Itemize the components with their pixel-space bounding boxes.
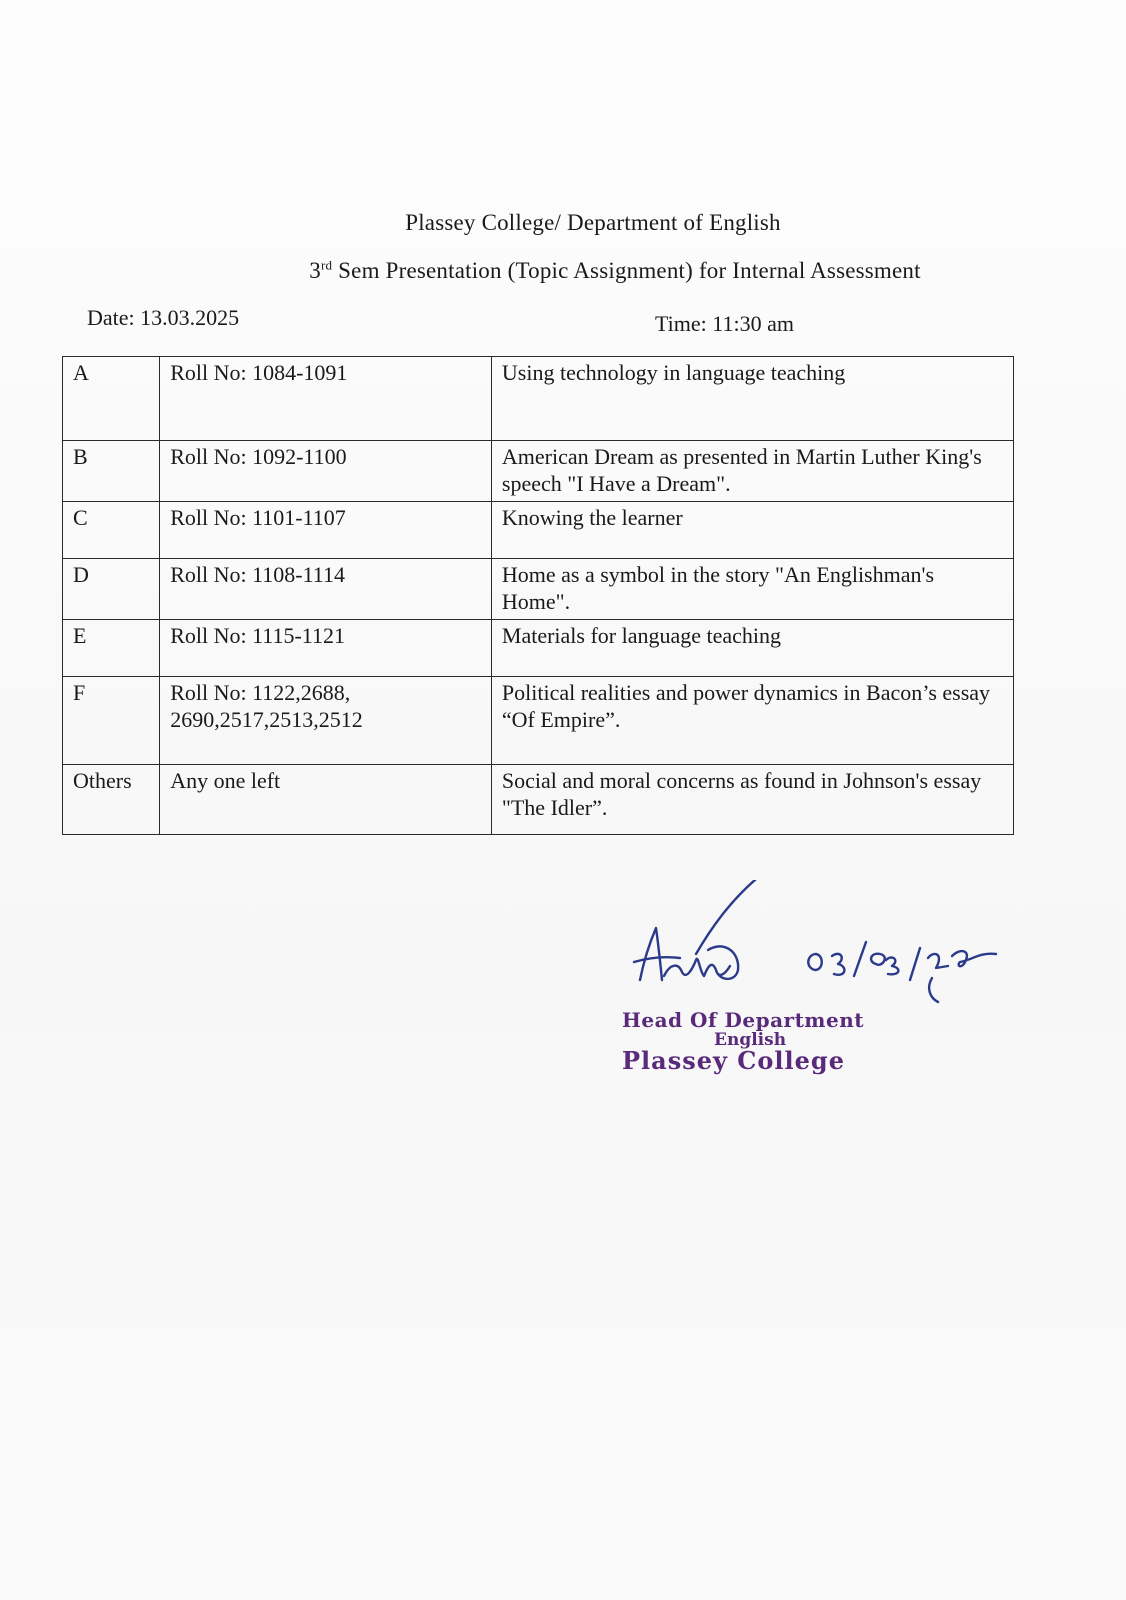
department-stamp: [622, 1010, 864, 1073]
stamp-line-1: Head Of Department: [622, 1008, 864, 1032]
college-department-heading: [30, 210, 1126, 236]
group-cell: B: [63, 441, 160, 502]
topic-cell: American Dream as presented in Martin Luther King's speech "I Have a Dream".: [491, 441, 1013, 502]
signature-area: [600, 880, 1040, 1100]
topic-assignment-table: [62, 356, 1014, 835]
table-row: [63, 441, 1014, 502]
roll-number-cell: Roll No: 1101-1107: [160, 502, 492, 559]
time-label: Time: 11:30 am: [655, 311, 794, 336]
roll-number-cell: Roll No: 1084-1091: [160, 357, 492, 441]
topic-cell: Using technology in language teaching: [491, 357, 1013, 441]
table-row: [63, 357, 1014, 441]
assessment-subheading: [52, 258, 1126, 284]
semester-number: 3: [309, 258, 321, 283]
group-cell: C: [63, 502, 160, 559]
group-cell: A: [63, 357, 160, 441]
table-row: [63, 620, 1014, 677]
table-row: [63, 502, 1014, 559]
topic-rows: [63, 357, 1014, 835]
group-cell: F: [63, 677, 160, 765]
table-row: [63, 559, 1014, 620]
stamp-line-3: Plassey College: [622, 1046, 845, 1075]
roll-number-cell: Roll No: 1108-1114: [160, 559, 492, 620]
group-cell: Others: [63, 765, 160, 835]
group-cell: D: [63, 559, 160, 620]
date-label: Date: 13.03.2025: [87, 305, 240, 330]
topic-cell: Home as a symbol in the story "An Englishman's Home".: [491, 559, 1013, 620]
ordinal-suffix: rd: [320, 257, 333, 273]
table-row: [63, 677, 1014, 765]
roll-number-cell: Any one left: [160, 765, 492, 835]
roll-number-cell: Roll No: 1092-1100: [160, 441, 492, 502]
stamp-line-2: English: [714, 1030, 787, 1050]
topic-cell: Materials for language teaching: [491, 620, 1013, 677]
topic-cell: Social and moral concerns as found in Johnson's essay "The Idler”.: [491, 765, 1013, 835]
roll-number-cell: Roll No: 1115-1121: [160, 620, 492, 677]
topic-cell: Political realities and power dynamics in Bacon’s essay “Of Empire”.: [491, 677, 1013, 765]
roll-number-cell: Roll No: 1122,2688, 2690,2517,2513,2512: [160, 677, 492, 765]
topic-cell: Knowing the learner: [491, 502, 1013, 559]
heading-line-1: Plassey College/ Department of English: [405, 210, 781, 235]
table-row: [63, 765, 1014, 835]
group-cell: E: [63, 620, 160, 677]
subheading-text: Sem Presentation (Topic Assignment) for Internal Assessment: [332, 258, 921, 283]
handwritten-signature: [600, 880, 1040, 1010]
